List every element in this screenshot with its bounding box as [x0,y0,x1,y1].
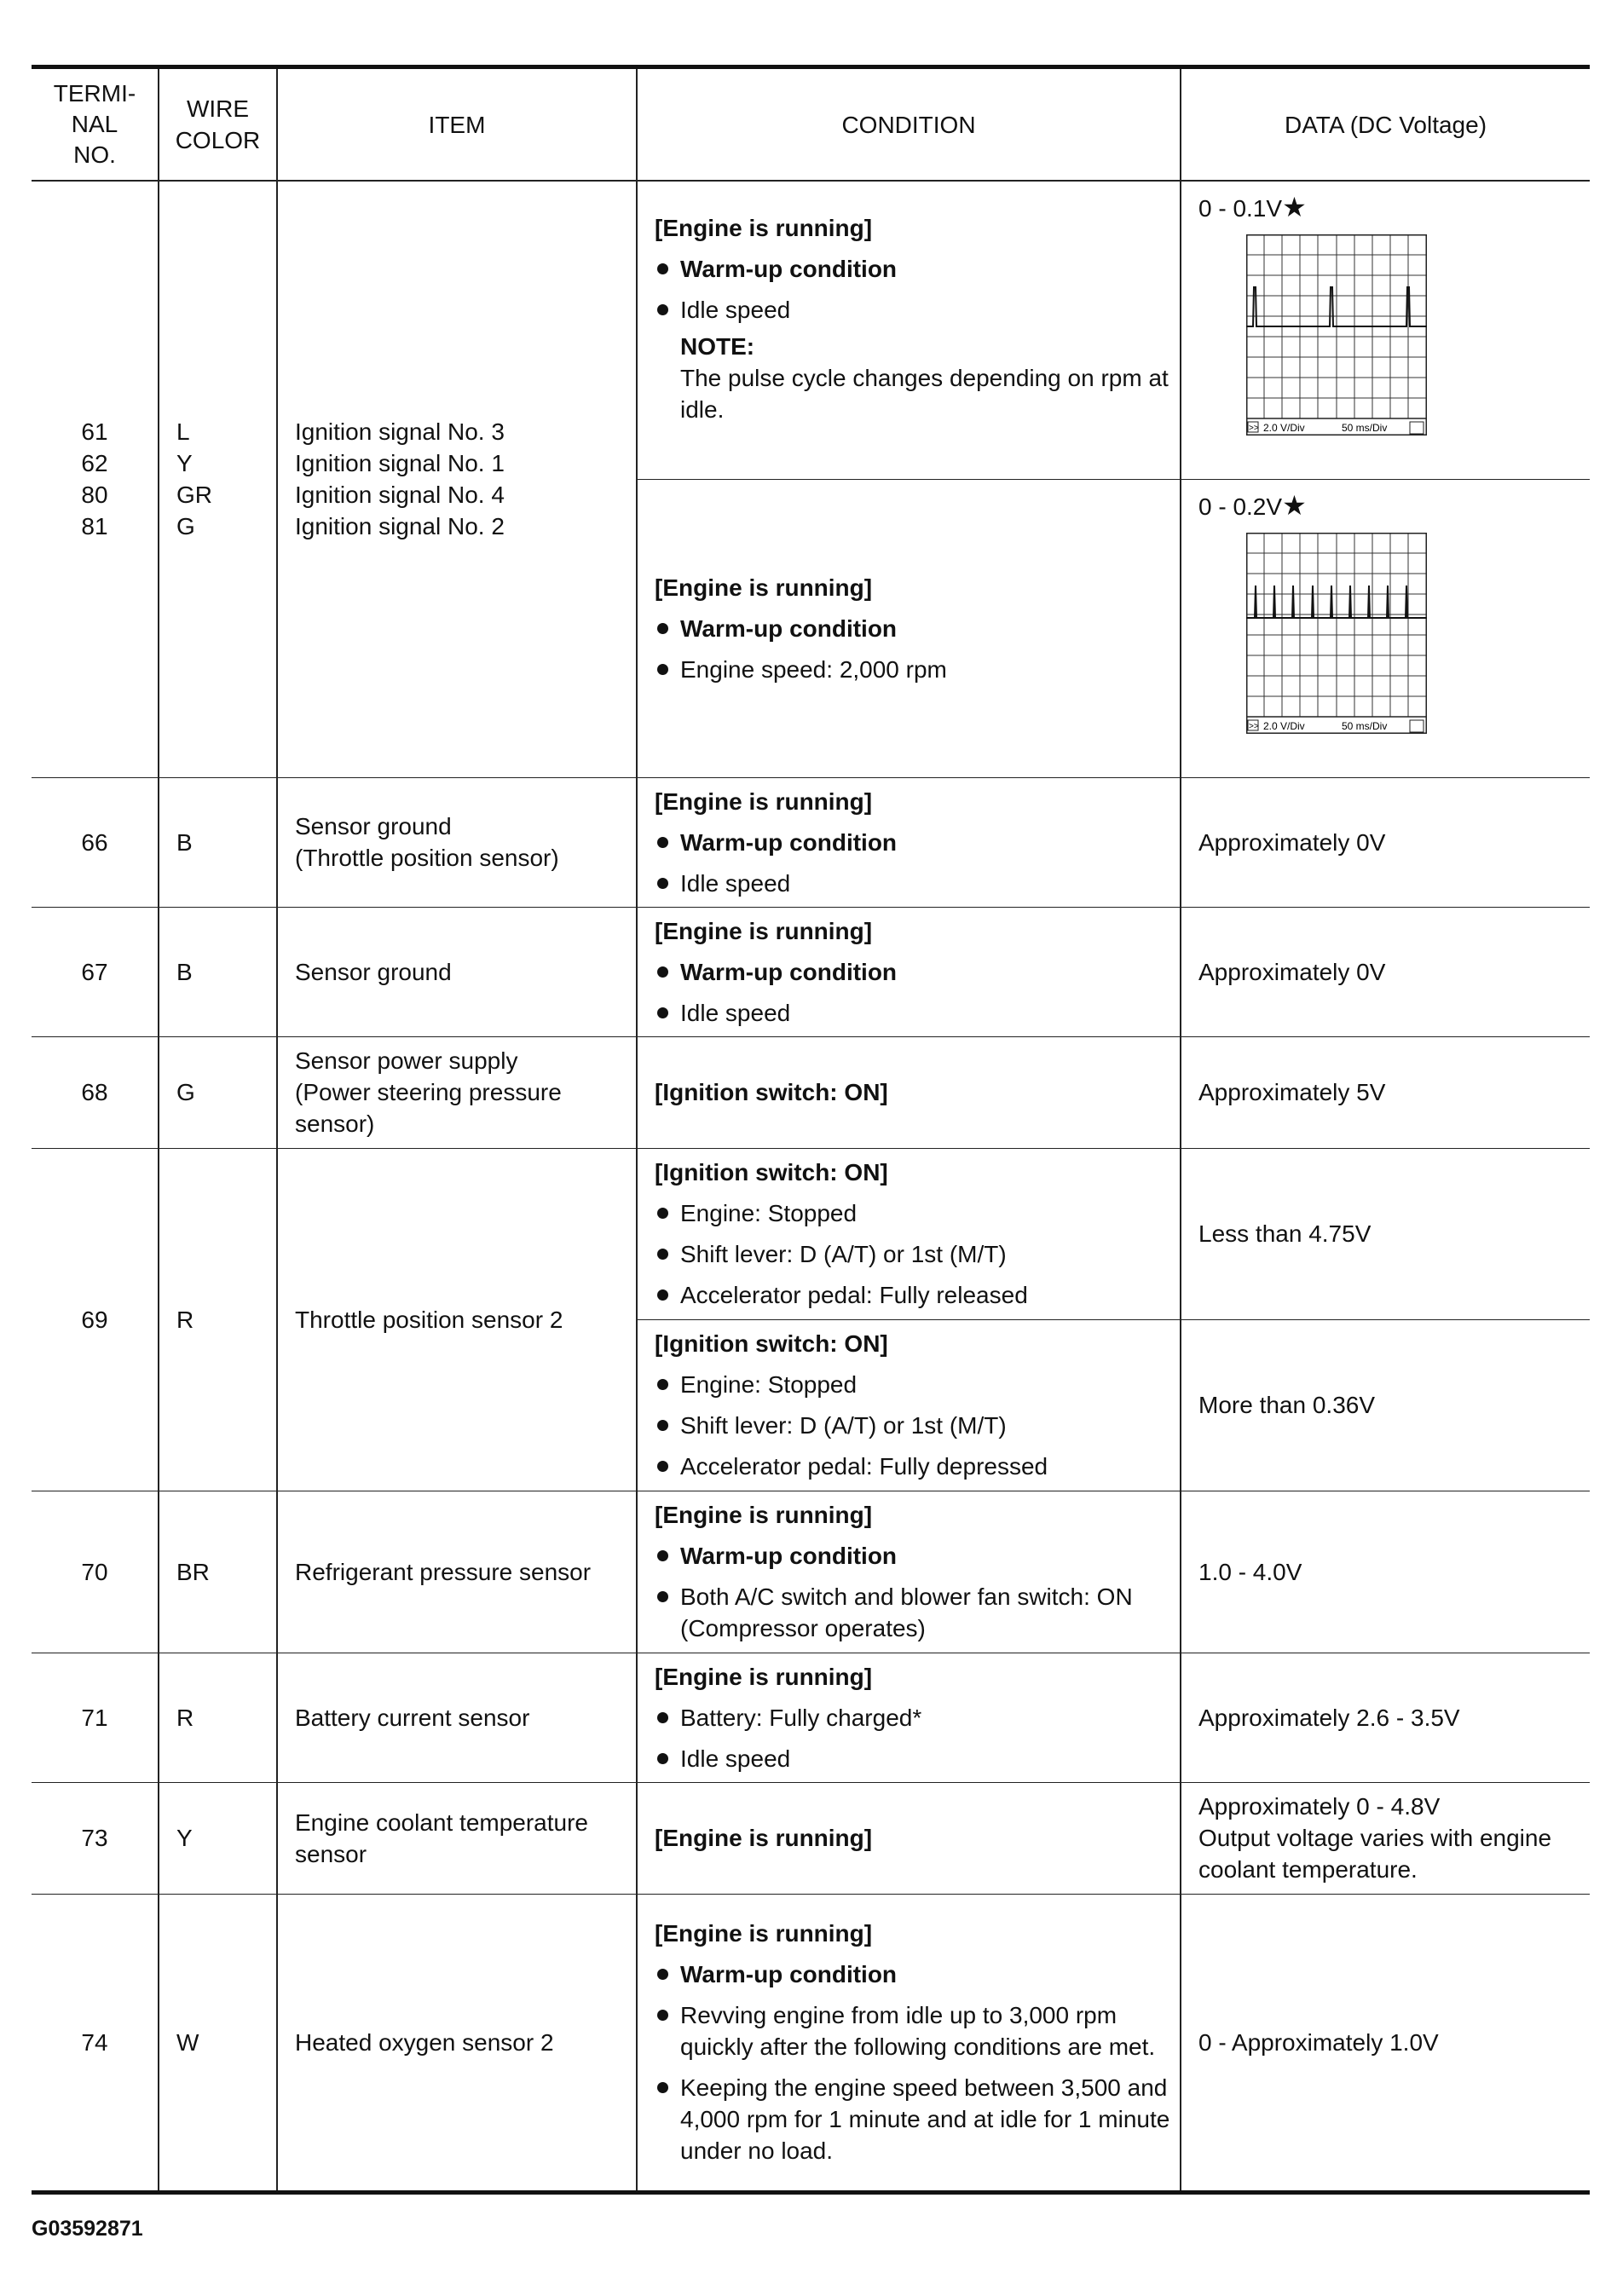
scope-arrow: >> [1249,721,1259,731]
item-68 [277,1036,637,1148]
terminal-80: 80 [81,482,108,509]
condition-bullet: Accelerator pedal: Fully depressed [655,1451,1173,1482]
note-text: The pulse cycle changes depending on rpm at idle. [680,365,1169,423]
table-row-73 [32,1782,1590,1894]
item-67: Sensor ground [277,907,637,1036]
condition-69-depressed [637,1319,1181,1491]
data-70: 1.0 - 4.0V [1181,1491,1590,1653]
condition-bullet: Warm-up condition [655,613,1173,644]
terminal-68: 68 [32,1036,159,1148]
item-66 [277,777,637,907]
data-66: Approximately 0V [1181,777,1590,907]
condition-bullet: Engine: Stopped [655,1197,1173,1229]
scope-arrow: >> [1249,424,1259,433]
condition-heading: [Engine is running] [655,574,873,601]
wire-71: R [159,1653,277,1782]
condition-68: [Ignition switch: ON] [637,1036,1181,1148]
data-69-depressed: More than 0.36V [1181,1319,1590,1491]
item-73 [277,1782,637,1894]
wire-73: Y [159,1782,277,1894]
terminal-67: 67 [32,907,159,1036]
header-wire-line1: WIRE [186,95,250,122]
terminal-71: 71 [32,1653,159,1782]
scope-time-div: 50 ms/Div [1342,422,1388,434]
condition-bullet: Accelerator pedal: Fully released [655,1279,1173,1311]
condition-67 [637,907,1181,1036]
data-67: Approximately 0V [1181,907,1590,1036]
condition-bullet: Both A/C switch and blower fan switch: ON (Compressor operates) [655,1581,1173,1644]
wire-74: W [159,1894,277,2192]
item-74: Heated oxygen sensor 2 [277,1894,637,2192]
condition-73: [Engine is running] [637,1782,1181,1894]
item-62: Ignition signal No. 1 [295,450,505,477]
condition-heading: [Engine is running] [655,215,873,241]
condition-bullet: Keeping the engine speed between 3,500 and 4,000 rpm for 1 minute and at idle for 1 minute under no load. [655,2072,1173,2166]
condition-heading: [Engine is running] [655,1663,873,1690]
condition-cell-ignition-idle [637,181,1181,479]
table-row-71 [32,1653,1590,1782]
condition-heading: [Engine is running] [655,1502,873,1528]
wire-62: Y [176,450,193,477]
data-71: Approximately 2.6 - 3.5V [1181,1653,1590,1782]
item-69: Throttle position sensor 2 [277,1148,637,1491]
table-row-70 [32,1491,1590,1653]
terminal-81: 81 [81,513,108,540]
condition-71 [637,1653,1181,1782]
scope-time-div: 50 ms/Div [1342,719,1388,732]
condition-heading: [Ignition switch: ON] [655,1159,888,1185]
table-row-68 [32,1036,1590,1148]
condition-bullet: Engine speed: 2,000 rpm [655,654,1173,685]
wire-66: B [159,777,277,907]
table-row-ignition-a [32,181,1590,479]
item-cell-ignition [277,181,637,777]
data-68: Approximately 5V [1181,1036,1590,1148]
header-terminal-line1: TERMI- [53,80,136,107]
wire-70: BR [159,1491,277,1653]
item-61: Ignition signal No. 3 [295,418,505,446]
note-title: NOTE: [680,333,755,360]
header-data: DATA (DC Voltage) [1181,67,1590,182]
item-line: Engine coolant temperature [295,1809,588,1836]
item-80: Ignition signal No. 4 [295,482,505,509]
header-condition: CONDITION [637,67,1181,182]
terminal-73: 73 [32,1782,159,1894]
item-line: (Power steering pressure [295,1079,562,1105]
data-line: Approximately 0 - 4.8V [1198,1793,1441,1820]
table-row-67 [32,907,1590,1036]
wire-67: B [159,907,277,1036]
data-73 [1181,1782,1590,1894]
header-wire-color [159,67,277,182]
terminal-74: 74 [32,1894,159,2192]
condition-bullet: Idle speed [655,868,1173,899]
data-69-released: Less than 4.75V [1181,1148,1590,1319]
condition-bullet: Revving engine from idle up to 3,000 rpm quickly after the following conditions are met. [655,1999,1173,2062]
wire-61: L [176,418,190,446]
table-row-74 [32,1894,1590,2192]
data-74: 0 - Approximately 1.0V [1181,1894,1590,2192]
data-line: coolant temperature. [1198,1856,1418,1883]
condition-bullet: Warm-up condition [655,253,1173,285]
terminal-70: 70 [32,1491,159,1653]
condition-69-released [637,1148,1181,1319]
terminal-61: 61 [81,418,108,446]
condition-bullet: Idle speed [655,294,1173,326]
item-line: Sensor power supply [295,1047,518,1074]
table-row-69-a [32,1148,1590,1319]
condition-heading: [Engine is running] [655,1920,873,1947]
header-terminal-line2: NAL [71,111,118,137]
header-terminal-no [32,67,159,182]
figure-code: G03592871 [32,2217,143,2241]
header-terminal-line3: NO. [73,141,116,168]
scope-volt-div: 2.0 V/Div [1263,719,1305,732]
data-value: 0 - 0.1V★ [1198,192,1307,222]
condition-bullet: Shift lever: D (A/T) or 1st (M/T) [655,1410,1173,1441]
scope-volt-div: 2.0 V/Div [1263,422,1305,434]
header-wire-line2: COLOR [175,127,261,153]
terminal-66: 66 [32,777,159,907]
item-line: (Throttle position sensor) [295,845,559,871]
star-icon: ★ [1282,489,1307,521]
item-81: Ignition signal No. 2 [295,513,505,540]
terminal-cell-ignition [32,181,159,777]
condition-bullet: Engine: Stopped [655,1369,1173,1400]
table-row-66 [32,777,1590,907]
item-71: Battery current sensor [277,1653,637,1782]
wire-81: G [176,513,195,540]
item-line: Sensor ground [295,813,452,839]
item-line: sensor) [295,1111,375,1137]
condition-bullet: Idle speed [655,1743,1173,1774]
oscilloscope-waveform-2000rpm [1246,533,1427,734]
condition-bullet: Warm-up condition [655,827,1173,858]
data-cell-ignition-idle [1181,181,1590,479]
wire-80: GR [176,482,212,509]
condition-74 [637,1894,1181,2192]
wire-cell-ignition [159,181,277,777]
wire-68: G [159,1036,277,1148]
condition-bullet: Battery: Fully charged* [655,1702,1173,1734]
data-line: Output voltage varies with engine [1198,1825,1552,1851]
condition-bullet: Idle speed [655,997,1173,1029]
data-value: 0 - 0.2V★ [1198,489,1307,521]
condition-heading: [Engine is running] [655,917,873,944]
condition-66 [637,777,1181,907]
header-row [32,67,1590,182]
condition-bullet: Warm-up condition [655,956,1173,988]
condition-70 [637,1491,1181,1653]
star-icon: ★ [1282,192,1307,222]
oscilloscope-waveform-idle [1246,234,1427,436]
condition-bullet: Warm-up condition [655,1540,1173,1572]
terminal-69: 69 [32,1148,159,1491]
terminal-62: 62 [81,450,108,477]
condition-bullet: Warm-up condition [655,1959,1173,1990]
data-cell-ignition-2000rpm [1181,479,1590,777]
condition-heading: [Ignition switch: ON] [655,1330,888,1357]
condition-bullet: Shift lever: D (A/T) or 1st (M/T) [655,1238,1173,1270]
condition-cell-ignition-2000rpm [637,479,1181,777]
item-line: sensor [295,1840,367,1867]
wire-69: R [159,1148,277,1491]
terminal-data-table-page [32,65,1590,2195]
item-70: Refrigerant pressure sensor [277,1491,637,1653]
terminal-table [32,65,1590,2195]
condition-heading: [Engine is running] [655,787,873,815]
header-item: ITEM [277,67,637,182]
